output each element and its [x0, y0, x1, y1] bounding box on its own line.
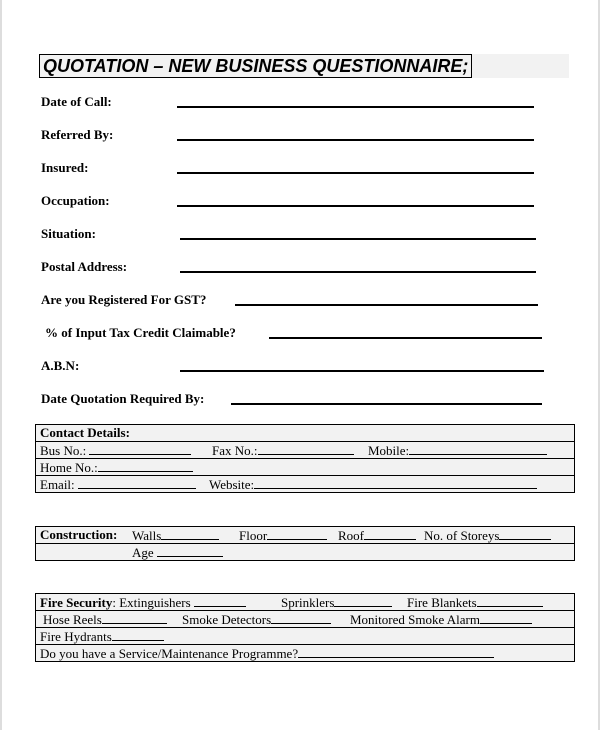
storeys-input[interactable]: [499, 527, 551, 540]
floor-label: Floor: [239, 528, 268, 543]
extinguishers-label: : Extinguishers: [112, 595, 191, 610]
age-label: Age: [132, 545, 154, 560]
construction-heading: Construction:: [40, 527, 118, 542]
website-input[interactable]: [254, 476, 537, 489]
storeys-label: No. of Storeys: [424, 528, 500, 543]
fire-row-3: [36, 628, 574, 645]
service-programme-input[interactable]: [298, 645, 494, 658]
fire-security-heading: Fire Security: [40, 595, 113, 610]
home-no-label: Home No.:: [40, 460, 98, 475]
occupation-input[interactable]: [177, 205, 534, 207]
bus-no-label: Bus No.:: [40, 443, 87, 458]
contact-web-row: [36, 476, 574, 492]
gst-input[interactable]: [235, 304, 538, 306]
hose-reels-label: Hose Reels: [43, 612, 102, 627]
roof-input[interactable]: [364, 527, 416, 540]
fax-no-label: Fax No.:: [212, 443, 258, 458]
email-input[interactable]: [78, 476, 196, 489]
date-of-call-input[interactable]: [177, 106, 534, 108]
sprinklers-input[interactable]: [334, 594, 392, 607]
referred-by-input[interactable]: [177, 139, 534, 141]
construction-table: [35, 526, 575, 561]
field-label-abn: A.B.N:: [41, 358, 80, 373]
field-label-postal-address: Postal Address:: [41, 259, 128, 274]
smoke-detectors-input[interactable]: [271, 611, 331, 624]
date-quotation-required-input[interactable]: [231, 403, 542, 405]
fire-hydrants-label: Fire Hydrants: [40, 629, 112, 644]
field-label-gst: Are you Registered For GST?: [41, 292, 207, 307]
contact-phone-row: [36, 442, 574, 459]
postal-address-input[interactable]: [180, 271, 536, 273]
home-no-input[interactable]: [98, 459, 193, 472]
walls-label: Walls: [132, 528, 162, 543]
monitored-smoke-alarm-label: Monitored Smoke Alarm: [350, 612, 480, 627]
bus-no-input[interactable]: [89, 442, 191, 455]
service-programme-label: Do you have a Service/Maintenance Programme?: [40, 646, 299, 661]
contact-heading-row: [36, 425, 574, 442]
contact-details-table: [35, 424, 575, 493]
age-row: [36, 544, 574, 560]
page-title: QUOTATION – NEW BUSINESS QUESTIONNAIRE;: [39, 54, 472, 78]
field-label-date-quotation-required: Date Quotation Required By:: [41, 391, 205, 406]
monitored-smoke-alarm-input[interactable]: [480, 611, 532, 624]
walls-input[interactable]: [161, 527, 219, 540]
contact-home-row: [36, 459, 574, 476]
floor-input[interactable]: [267, 527, 327, 540]
fire-row-2: [36, 611, 574, 628]
input-tax-credit-input[interactable]: [269, 337, 542, 339]
fire-blankets-input[interactable]: [477, 594, 543, 607]
fire-row-4: [36, 645, 574, 661]
abn-input[interactable]: [180, 370, 544, 372]
field-label-insured: Insured:: [41, 160, 89, 175]
email-label: Email:: [40, 477, 75, 492]
fax-no-input[interactable]: [258, 442, 354, 455]
age-input[interactable]: [157, 544, 223, 557]
fire-row-1: [36, 594, 574, 611]
roof-label: Roof: [338, 528, 364, 543]
insured-input[interactable]: [177, 172, 534, 174]
hose-reels-input[interactable]: [102, 611, 167, 624]
mobile-input[interactable]: [409, 442, 547, 455]
field-label-referred-by: Referred By:: [41, 127, 114, 142]
situation-input[interactable]: [180, 238, 536, 240]
sprinklers-label: Sprinklers: [281, 595, 335, 610]
extinguishers-input[interactable]: [194, 594, 246, 607]
smoke-detectors-label: Smoke Detectors: [182, 612, 272, 627]
fire-blankets-label: Fire Blankets: [407, 595, 477, 610]
field-label-date-of-call: Date of Call:: [41, 94, 112, 109]
field-label-situation: Situation:: [41, 226, 96, 241]
fire-hydrants-input[interactable]: [112, 628, 164, 641]
mobile-label: Mobile:: [368, 443, 410, 458]
field-label-input-tax-credit: % of Input Tax Credit Claimable?: [45, 325, 236, 340]
construction-row: [36, 527, 574, 544]
contact-heading: Contact Details:: [40, 425, 130, 440]
website-label: Website:: [209, 477, 255, 492]
field-label-occupation: Occupation:: [41, 193, 110, 208]
fire-security-table: [35, 593, 575, 662]
